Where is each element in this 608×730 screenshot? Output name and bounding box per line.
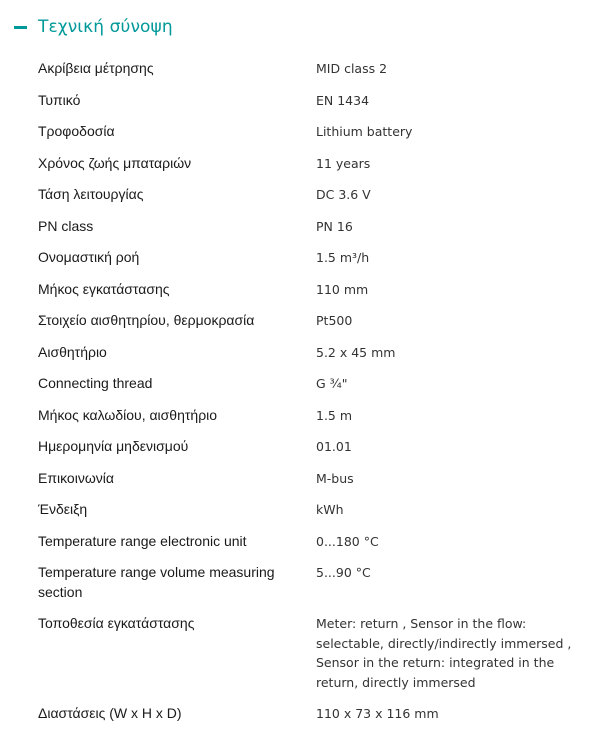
spec-label: Αισθητήριο bbox=[38, 343, 107, 360]
spec-row bbox=[38, 557, 598, 608]
spec-value: 1.5 m³/h bbox=[316, 250, 370, 265]
spec-label: Τροφοδοσία bbox=[38, 123, 115, 139]
spec-label: Connecting thread bbox=[38, 375, 153, 391]
spec-label: Temperature range electronic unit bbox=[38, 532, 247, 549]
spec-value: MID class 2 bbox=[316, 61, 388, 76]
spec-value: 11 years bbox=[316, 155, 371, 171]
spec-value: 5.2 x 45 mm bbox=[316, 344, 396, 360]
spec-value: Meter: return , Sensor in the flow: selectable, directly/indirectly immersed , Sensor in the return: integrated in the return, directly immersed bbox=[316, 616, 572, 690]
spec-row bbox=[38, 148, 598, 180]
section-header-technical-summary[interactable] bbox=[14, 13, 173, 41]
spec-value: 01.01 bbox=[316, 439, 352, 454]
spec-row bbox=[38, 305, 598, 337]
spec-value: 0...180 °C bbox=[316, 533, 379, 549]
spec-value: PN 16 bbox=[316, 218, 353, 234]
spec-label: Μήκος καλωδίου, αισθητήριο bbox=[38, 406, 218, 423]
spec-label: Ημερομηνία μηδενισμού bbox=[38, 438, 189, 454]
spec-value: 1.5 m bbox=[316, 407, 353, 423]
spec-value: DC 3.6 V bbox=[316, 187, 371, 202]
spec-label: Ένδειξη bbox=[38, 501, 88, 517]
spec-table bbox=[38, 53, 598, 730]
spec-row bbox=[38, 400, 598, 432]
section-title: Τεχνική σύνοψη bbox=[38, 17, 173, 37]
spec-value: kWh bbox=[316, 502, 344, 517]
spec-value: G ¾" bbox=[316, 376, 348, 391]
minus-icon[interactable] bbox=[14, 26, 27, 29]
spec-value: 110 x 73 x 116 mm bbox=[316, 706, 439, 721]
spec-label: Τάση λειτουργίας bbox=[38, 186, 144, 202]
spec-label: Ονομαστική ροή bbox=[38, 249, 140, 265]
spec-label: Τοποθεσία εγκατάστασης bbox=[38, 615, 195, 631]
spec-label: Στοιχείο αισθητηρίου, θερμοκρασία bbox=[38, 312, 255, 328]
spec-row bbox=[38, 211, 598, 243]
spec-row bbox=[38, 274, 598, 306]
spec-value: Lithium battery bbox=[316, 124, 413, 139]
spec-row bbox=[38, 431, 598, 463]
spec-value: 5...90 °C bbox=[316, 565, 371, 580]
spec-value: 110 mm bbox=[316, 281, 369, 297]
spec-row bbox=[38, 494, 598, 526]
spec-label: Temperature range volume measuring section bbox=[38, 564, 275, 600]
spec-row bbox=[38, 608, 598, 698]
spec-value: Pt500 bbox=[316, 313, 353, 328]
spec-row bbox=[38, 179, 598, 211]
spec-label: Διαστάσεις (W x H x D) bbox=[38, 705, 182, 721]
spec-row bbox=[38, 463, 598, 495]
spec-row bbox=[38, 53, 598, 85]
spec-label: Επικοινωνία bbox=[38, 469, 114, 486]
spec-label: Ακρίβεια μέτρησης bbox=[38, 60, 154, 76]
spec-label: Τυπικό bbox=[38, 91, 81, 108]
spec-row bbox=[38, 368, 598, 400]
spec-row bbox=[38, 85, 598, 117]
spec-label: Μήκος εγκατάστασης bbox=[38, 280, 170, 297]
spec-row bbox=[38, 337, 598, 369]
spec-row bbox=[38, 242, 598, 274]
spec-label: PN class bbox=[38, 217, 94, 234]
spec-row bbox=[38, 116, 598, 148]
spec-value: M-bus bbox=[316, 470, 354, 486]
spec-label: Χρόνος ζωής μπαταριών bbox=[38, 154, 192, 171]
spec-row bbox=[38, 698, 598, 730]
spec-row bbox=[38, 526, 598, 558]
spec-value: EN 1434 bbox=[316, 92, 370, 108]
